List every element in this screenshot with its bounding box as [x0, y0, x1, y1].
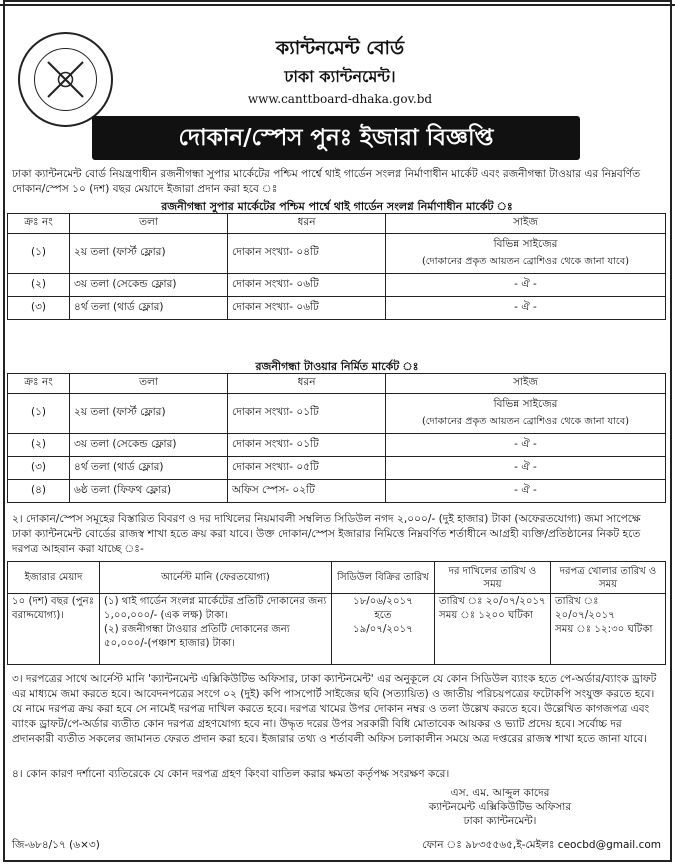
website-link[interactable]: www.canttboard-dhaka.gov.bd: [247, 92, 433, 106]
size-cell: [386, 234, 666, 274]
open-date: তারিখ ঃ ২০/০৭/২০১৭: [555, 596, 615, 621]
paragraph-3: ৩। দরপত্রের সাথে আর্নেস্ট মানি 'ক্যান্টনমেন্ট এক্সিকিউটিভ অফিসার, ঢাকা ক্যান্টনমেন্ট' এর অনুকূলে যে কোন সিডিউল ব্যাংক হতে পে-অর্ডার/ব্যাংক ড্রাফট এর মাধ্যমে জমা করতে হবে। আবেদনপত্রের সংগে ০২ (দুই) কপি পাসপোর্ট সাইজের ছবি (সত্যায়িত) ও জাতীয় পরিচয়পত্রের ফটোকপি সংযুক্ত করতে হবে। যে নামে দরপত্র ক্রয় করা হবে সে নামেই দরপত্র দাখিল করতে হবে। দরপত্র খামের উপর দোকান নম্বর ও তলা উল্লেখ করতে হবে। উল্লেখিত কাগজপত্র এবং ব্যাংক ড্রাফট/পে-অর্ডার ব্যতীত কোন দরপত্র গ্রহণযোগ্য হবে না। উদ্ধৃত দরের উপর সরকারী বিধি মোতাবেক আয়কর ও ভ্যাট প্রদেয় হবে। সর্বোচ্চ দর প্রদানকারী ব্যতীত সকলের জামানত ফেরত প্রদান করা হবে। ইজারার তথ্য ও শর্তাবলী অফিস চলাকালীন সময়ে অত্র দপ্তরের রাজস্ব শাখা হতে জানা যাবে।: [12, 673, 657, 745]
sale-to-word: হতে: [374, 610, 392, 621]
section1-title: রজনীগন্ধা সুপার মার্কেটের পশ্চিম পার্শ্বে থাই গার্ডেন সংলগ্ন নির্মাণাধীন মার্কেট ঃ: [161, 200, 513, 213]
paragraph-4: ৪। কোন কারণ দর্শানো ব্যতিরেকে যে কোন দরপত্র গ্রহণ কিংবা বাতিল করার ক্ষমতা কর্তৃপক্ষ সংরক্ষণ করে।: [12, 768, 450, 780]
submit-time: সময় ঃ ১২০০ ঘটিকা: [439, 610, 533, 621]
type-cell: দোকান সংখ্যা- ০৬টি: [228, 297, 386, 320]
type-cell: দোকান সংখ্যা- ০১টি: [228, 434, 386, 457]
table-row: [8, 594, 666, 665]
size-cell: [386, 394, 666, 434]
col-type: ধরন: [228, 214, 386, 234]
org-place: ঢাকা ক্যান্টনমেন্ট।: [284, 67, 396, 86]
serial-cell: (৩): [8, 297, 70, 320]
size-cell: - ঐ -: [386, 480, 666, 503]
opening-cell: [551, 594, 666, 665]
floor-cell: ৪র্থ তলা (থার্ড ফ্লোর): [70, 297, 228, 320]
table-row: [8, 480, 666, 503]
table-row: [8, 297, 666, 320]
sale-from: ১৮/০৬/২০১৭: [353, 596, 413, 607]
cantonment-board-seal-icon: [18, 32, 113, 127]
org-title: ক্যান্টনমেন্ট বোর্ড: [275, 37, 405, 59]
size-text: বিভিন্ন সাইজের: [493, 397, 558, 410]
type-cell: দোকান সংখ্যা- ০৪টি: [228, 234, 386, 274]
serial-cell: (২): [8, 274, 70, 297]
section2-table: [7, 373, 666, 503]
size-cell: - ঐ -: [386, 434, 666, 457]
type-cell: অফিস স্পেস- ০২টি: [228, 480, 386, 503]
earnest-money-1: (১) থাই গার্ডেন সংলগ্ন মার্কেটের প্রতিটি দোকানের জন্য ১,০০,০০০/- (এক লক্ষ) টাকা।: [104, 596, 327, 621]
table-header-row: [8, 214, 666, 234]
serial-cell: (৪): [8, 480, 70, 503]
crossed-swords-icon: [18, 32, 113, 127]
reference-number: জি-৬৮৪/১৭ (৬×৩): [12, 839, 100, 851]
terms-table: [7, 561, 666, 665]
col-size: সাইজ: [386, 214, 666, 234]
table-header-row: [8, 562, 666, 594]
floor-cell: ৬ষ্ঠ তলা (ফিফথ ফ্লোর): [70, 480, 228, 503]
size-note: (দোকানের প্রকৃত আয়তন ব্রোশিওর থেকে জানা যাবে): [422, 255, 629, 267]
submission-cell: [435, 594, 551, 665]
type-cell: দোকান সংখ্যা- ০৫টি: [228, 457, 386, 480]
col-lease-period: ইজারার মেয়াদ: [8, 562, 100, 594]
paragraph-2: ২। দোকান/স্পেস সমূহের বিস্তারিত বিবরণ ও দর দাখিলের নিয়মাবলী সম্বলিত সিডিউল নগদ ২,০০০/- (দুই হাজার) টাকা (অফেরতযোগ্য) জমা সাপেক্ষে ঢাকা ক্যান্টনমেন্ট বোর্ডের রাজস্ব শাখা হতে ক্রয় করা যাবে। উক্ত দোকান/স্পেস ইজারার নিমিত্তে নিম্নবর্ণিত শর্তাধীনে আগ্রহী ব্যক্তি/প্রতিষ্ঠানের নিকট হতে দরপত্র আহবান করা যাচ্ছে ঃ-: [12, 513, 641, 555]
floor-cell: ৩য় তলা (সেকেন্ড ফ্লোর): [70, 434, 228, 457]
floor-cell: ২য় তলা (ফার্স্ট ফ্লোর): [70, 234, 228, 274]
section2-title: রজনীগন্ধা টাওয়ার নির্মিত মার্কেট ঃ: [255, 360, 419, 373]
intro-paragraph: ঢাকা ক্যান্টনমেন্ট বোর্ড নিয়ন্ত্রণাধীন রজনীগন্ধা সুপার মার্কেটের পশ্চিম পার্শ্বে থাই গার্ডেন সংলগ্ন নির্মাণাধীন মার্কেট এবং রজনীগন্ধা টাওয়ার এর নিম্নবর্ণিত দোকান/স্পেস ১০ (দশ) বছর মেয়াদে ইজারা প্রদান করা হবে ঃ: [12, 168, 641, 195]
signature-name: এস. এম. আব্দুল কাদের: [450, 787, 550, 799]
earnest-money-cell: [100, 594, 332, 665]
notice-title: দোকান/স্পেস পুনঃ ইজারা বিজ্ঞপ্তি: [92, 116, 580, 160]
section1-table: [7, 213, 666, 320]
table-row: [8, 457, 666, 480]
lease-period-cell: ১০ (দশ) বছর (পুনঃ বরাদ্দযোগ্য)।: [8, 594, 100, 665]
open-time: সময় ঃ ১২:৩০ ঘটিকা: [555, 624, 653, 635]
size-cell: - ঐ -: [386, 297, 666, 320]
serial-cell: (৩): [8, 457, 70, 480]
serial-cell: (১): [8, 394, 70, 434]
earnest-money-2: (২) রজনীগন্ধা টাওয়ার প্রতিটি দোকানের জন্য ৫০,০০০/-(পঞ্চাশ হাজার) টাকা।: [104, 624, 290, 649]
col-type: ধরন: [228, 374, 386, 394]
col-serial: ক্রঃ নং: [8, 374, 70, 394]
size-note: (দোকানের প্রকৃত আয়তন ব্রোশিওর থেকে জানা যাবে): [422, 415, 629, 427]
table-header-row: [8, 374, 666, 394]
table-row: [8, 394, 666, 434]
size-text: বিভিন্ন সাইজের: [493, 237, 558, 250]
signature-title: ক্যান্টনমেন্ট এক্সিকিউটিভ অফিসার: [428, 801, 572, 813]
floor-cell: ৩য় তলা (সেকেন্ড ফ্লোর): [70, 274, 228, 297]
size-cell: - ঐ -: [386, 274, 666, 297]
floor-cell: ২য় তলা (ফার্স্ট ফ্লোর): [70, 394, 228, 434]
col-submission: দর দাখিলের তারিখ ও সময়: [435, 562, 551, 594]
size-cell: - ঐ -: [386, 457, 666, 480]
serial-cell: (২): [8, 434, 70, 457]
floor-cell: ৪র্থ তলা (থার্ড ফ্লোর): [70, 457, 228, 480]
col-size: সাইজ: [386, 374, 666, 394]
col-opening: দরপত্র খোলার তারিখ ও সময়: [551, 562, 666, 594]
serial-cell: (১): [8, 234, 70, 274]
table-row: [8, 234, 666, 274]
contact-info: ফোন ঃ ৯৮৩৫৫৬৫,ই-মেইলঃ ceocbd@gmail.com: [422, 839, 661, 851]
table-row: [8, 434, 666, 457]
schedule-sale-cell: [332, 594, 435, 665]
col-floor: তলা: [70, 214, 228, 234]
signature-place: ঢাকা ক্যান্টনমেন্ট।: [463, 815, 537, 827]
type-cell: দোকান সংখ্যা- ০৬টি: [228, 274, 386, 297]
col-earnest-money: আর্নেস্ট মানি (ফেরতযোগ্য): [100, 562, 332, 594]
type-cell: দোকান সংখ্যা- ০১টি: [228, 394, 386, 434]
sale-to: ১৯/০৭/২০১৭: [353, 624, 413, 635]
submit-date: তারিখ ঃ ২০/০৭/২০১৭: [439, 596, 546, 607]
table-row: [8, 274, 666, 297]
col-serial: ক্রঃ নং: [8, 214, 70, 234]
col-floor: তলা: [70, 374, 228, 394]
col-schedule-sale: সিডিউল বিক্রির তারিখ: [332, 562, 435, 594]
